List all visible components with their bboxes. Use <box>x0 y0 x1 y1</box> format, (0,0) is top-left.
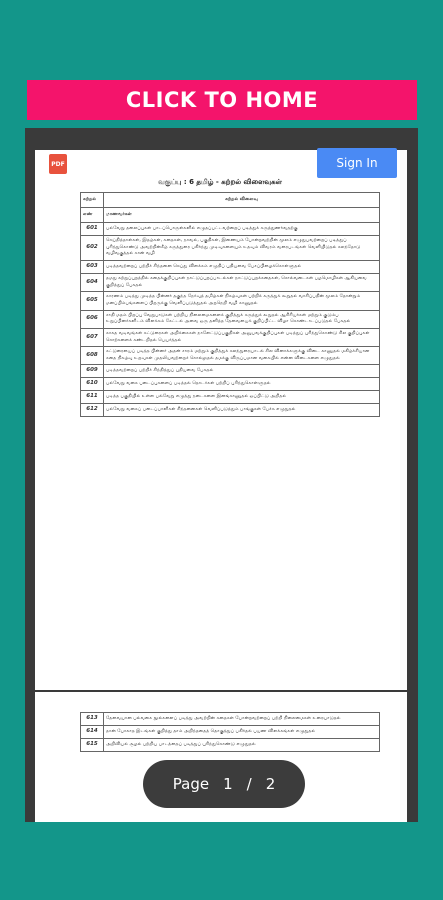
pdf-icon: PDF <box>49 154 67 174</box>
table-row <box>81 378 380 391</box>
outcome-code: 611 <box>81 391 104 404</box>
outcome-code: 615 <box>81 738 104 751</box>
outcome-text: படித்தவற்றைப் பற்றிச் சிந்தித்துப் புதியவை பேசுதல் <box>104 365 380 378</box>
outcome-code: 614 <box>81 725 104 738</box>
outcome-text: காகத வடிவங்கள் கட்டுரைகள் அறிக்கைகள் நாளேட்டுப்பகுதிகள் அனுபவக்குறிப்புகள் படித்துப் புரிந்துகொண்டு சில குறிப்புகள் சொற்களைக் கண்டறிதல் பெயர்த்தல் <box>104 328 380 346</box>
table-subheader-code: எண் <box>81 208 104 223</box>
learning-outcomes-table-continued <box>80 712 380 752</box>
outcome-text: தமது சுற்றுப்புறத்தில் கதைக்குறிப்புகள் நாட்டுப்புறப்பாடல்கள் நாட்டுப்புறக்கதைகள், சொல்வடைகள் பழமொழிகள் ஆகியவை குறித்துப் பேசுதல் <box>104 273 380 291</box>
outcome-text: படித்த பகுதியில் உள்ள பல்வேறு எழுத்து நடைகளை இனங்காணுதல் ஒப்பிட்டு அறிதல் <box>104 391 380 404</box>
outcome-code: 609 <box>81 365 104 378</box>
table-subheader-students: மாணவர்கள் <box>104 208 380 223</box>
outcome-code: 603 <box>81 260 104 273</box>
table-header-outcome: கற்றல் விளைவு <box>104 193 380 208</box>
outcome-code: 601 <box>81 223 104 236</box>
outcome-text: படித்தவற்றைப் பற்றிச் சிந்தனை செய்து விளக்கம் எழுதிப் புதியவை பேசப்பிழைக்கொள்ளுதல் <box>104 260 380 273</box>
outcome-text: கட்டுரையைப் படித்த பின்னர் அதன் சாரம் மற்றும் குறித்துக் கலந்துரையாடல் சில வினாக்களுக்கு விடை காணுதல் மகிழ்ச்சியான கதை நிகழ்வு உறவுகள் முதலியவற்றைச் சொல்லுதல் தமக்கு விருப்பமான வகையில் என்ன விடைகளை எழுதுதல் <box>104 347 380 365</box>
table-row <box>81 310 380 328</box>
table-row <box>81 260 380 273</box>
outcome-text: அறிவியல் சூழல் பற்றிய பாடத்தைப் படித்துப் புரிந்துகொண்டு எழுதுதல் <box>104 738 380 751</box>
outcome-text: பல்வேறு வகை படைப்புகளைப் படித்தல் தொடர்கள் பற்றிப் புரிந்துகொள்ளுதல் <box>104 378 380 391</box>
outcome-text: பல்வேறு வகைப் படைப்பாளிகள் சிந்தனைகள் வெளிப்படுத்தும் பாங்குகள் பேச்சு எழுதுதல் <box>104 404 380 417</box>
page-indicator <box>143 760 305 808</box>
table-row <box>81 725 380 738</box>
outcome-code: 605 <box>81 292 104 310</box>
outcome-code: 608 <box>81 347 104 365</box>
document-title: வகுப்பு : 6 தமிழ் - கற்றல் விளைவுகள் <box>158 178 282 186</box>
table-row <box>81 223 380 236</box>
current-page-number: 1 <box>223 775 233 793</box>
outcome-text: தேவையான பல்வகை நூல்களைப் படித்து அவற்றின் கதைகள் போன்றவற்றைப் பற்றி நிலைமைகள் உரையாடுதல் <box>104 713 380 726</box>
page-separator: / <box>246 775 252 793</box>
total-page-count: 2 <box>265 775 276 793</box>
table-header-code: கற்றல் <box>81 193 104 208</box>
outcome-code: 610 <box>81 378 104 391</box>
outcome-code: 607 <box>81 328 104 346</box>
click-to-home-button[interactable]: CLICK TO HOME <box>27 80 417 120</box>
outcome-text: தான் போகாத இடங்கள் குறித்து தாம் அறிந்ததைத் தொகுத்துப் பகிர்தல் பயண விளக்கங்கள் எழுதுதல் <box>104 725 380 738</box>
document-page-1 <box>35 150 407 690</box>
table-row <box>81 365 380 378</box>
table-row <box>81 235 380 260</box>
outcome-text: செய்தித்தாள்கள், இதழ்கள், கதைகள், நாவல், பகுதிகள், இணையம் போன்றவற்றின் மூலம் எழுதுபவற்றைப் படித்துப் புரிந்துகொண்டு அவற்றின்கீழ் கருத்துரை பகிர்ந்து முடிவுகளையும் உதவும் விவரம் வரைபடங்கள் வெளியிடுதல் கலந்தோடு வழிவகுத்தல் கான் வழி <box>104 235 380 260</box>
table-row <box>81 273 380 291</box>
sign-in-button[interactable]: Sign In <box>317 148 397 178</box>
outcome-code: 613 <box>81 713 104 726</box>
outcome-code: 612 <box>81 404 104 417</box>
table-row <box>81 347 380 365</box>
outcome-text: காரணம் படித்து முடித்த பின்னர் தகுந்த நேர்வுத் தமிழ்கள் நிகழ்வுகள் பற்றிக் கருத்துக் கூறுதல் வாசிப்பதின் மூலம் தோன்றும் மனப்பிம்பங்களைப் பிறருக்கு வெளிப்படுத்துதல் அறநெறி வழி காணுதல் <box>104 292 380 310</box>
outcome-code: 604 <box>81 273 104 291</box>
table-row <box>81 328 380 346</box>
pdf-viewer[interactable] <box>25 128 418 822</box>
table-row <box>81 713 380 726</box>
learning-outcomes-table <box>80 192 380 417</box>
outcome-text: சாதி மதம் பிறப்பு வேறுபாடுகள் பற்றிய நிலைமைகளைக் குறித்துக் கருத்துக் கூறுதல் ஆசிரியர்கள் மற்றும் குடும்ப உறுப்பினர்களிடம் விளக்கம் கேட்டல் அவை ஒரு தனித்த தேவையைக் குறிப்பிட்ட விழா கொண்டாடப்படுதல் பேசுதல் <box>104 310 380 328</box>
page-label: Page <box>172 775 210 793</box>
table-row <box>81 292 380 310</box>
outcome-code: 602 <box>81 235 104 260</box>
outcome-text: பல்வேறு தலைப்புகள் பாடப்பொருள்களில் எழுதப்பட்டவற்றைப் படித்துக் கருத்துணர்வதற்கு <box>104 223 380 236</box>
table-row <box>81 738 380 751</box>
table-row <box>81 404 380 417</box>
table-row <box>81 391 380 404</box>
outcome-code: 606 <box>81 310 104 328</box>
